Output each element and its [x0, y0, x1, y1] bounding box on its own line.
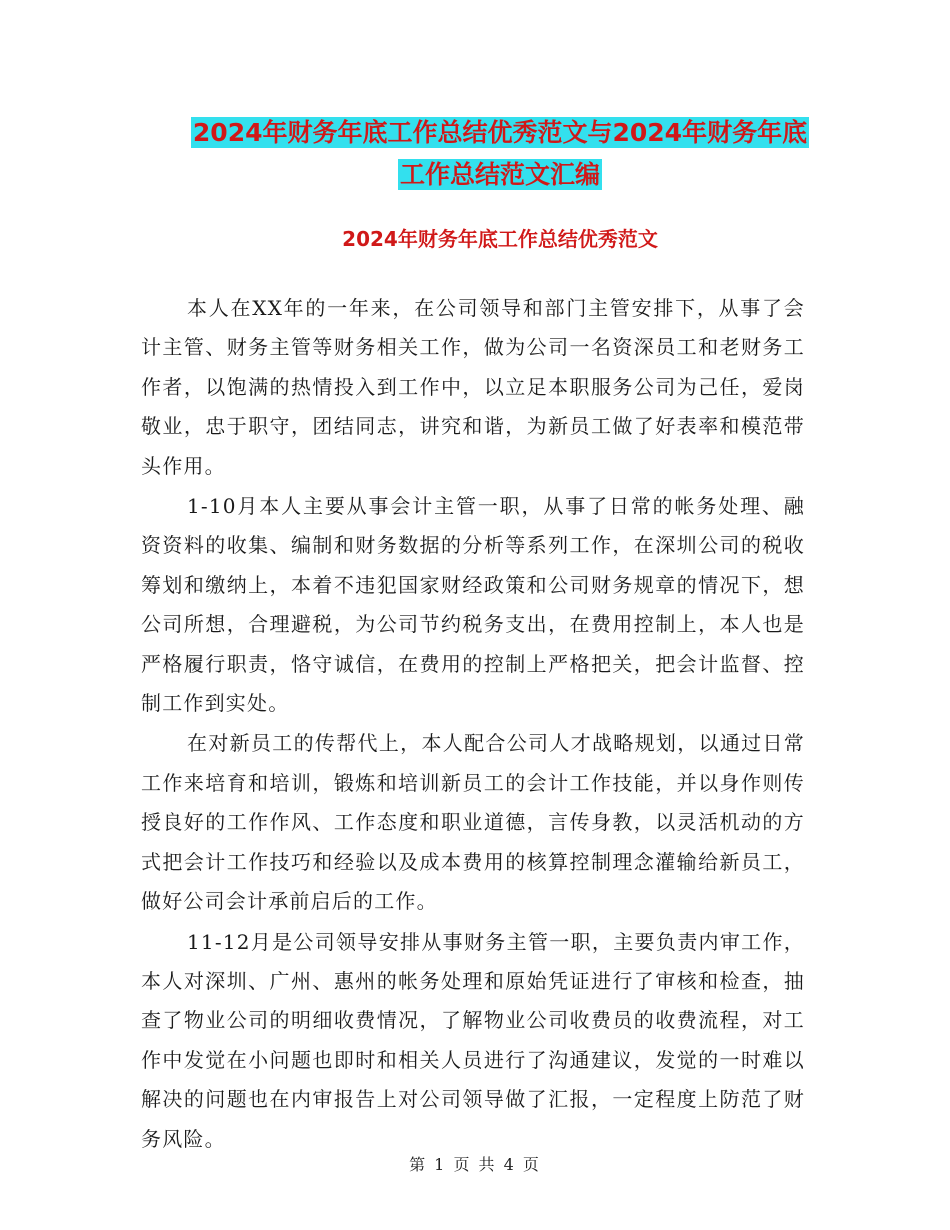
paragraph-2: 1-10月本人主要从事会计主管一职，从事了日常的帐务处理、融资资料的收集、编制和财务数据的分析等系列工作，在深圳公司的税收筹划和缴纳上，本着不违犯国家财经政策和公司财务规章的情况下，想公司所想，合理避税，为公司节约税务支出，在费用控制上，本人也是严格履行职责，恪守诚信，在费用的控制上严格把关，把会计监督、控制工作到实处。: [141, 494, 805, 716]
document-title: [140, 112, 860, 196]
document-body: [141, 289, 805, 1160]
section-title: 2024年财务年底工作总结优秀范文: [342, 227, 658, 251]
document-title-line-1: 2024年财务年底工作总结优秀范文与2024年财务年底: [192, 118, 808, 147]
paragraph-4: 11-12月是公司领导安排从事财务主管一职，主要负责内审工作，本人对深圳、广州、惠州的帐务处理和原始凭证进行了审核和检查，抽查了物业公司的明细收费情况，了解物业公司收费员的收费流程，对工作中发觉在小问题也即时和相关人员进行了沟通建议，发觉的一时难以解决的问题也在内审报告上对公司领导做了汇报，一定程度上防范了财务风险。: [141, 929, 805, 1151]
document-title-line-2: 工作总结范文汇编: [399, 160, 600, 189]
paragraph-1: 本人在XX年的一年来，在公司领导和部门主管安排下，从事了会计主管、财务主管等财务相关工作，做为公司一名资深员工和老财务工作者，以饱满的热情投入到工作中，以立足本职服务公司为己任，爱岗敬业，忠于职守，团结同志，讲究和谐，为新员工做了好表率和模范带头作用。: [141, 296, 805, 478]
page-footer: 第 1 页 共 4 页: [409, 1155, 541, 1174]
paragraph-3: 在对新员工的传帮代上，本人配合公司人才战略规划，以通过日常工作来培育和培训，锻炼和培训新员工的会计工作技能，并以身作则传授良好的工作作风、工作态度和职业道德，言传身教，以灵活机动的方式把会计工作技巧和经验以及成本费用的核算控制理念灌输给新员工，做好公司会计承前启后的工作。: [141, 731, 805, 914]
